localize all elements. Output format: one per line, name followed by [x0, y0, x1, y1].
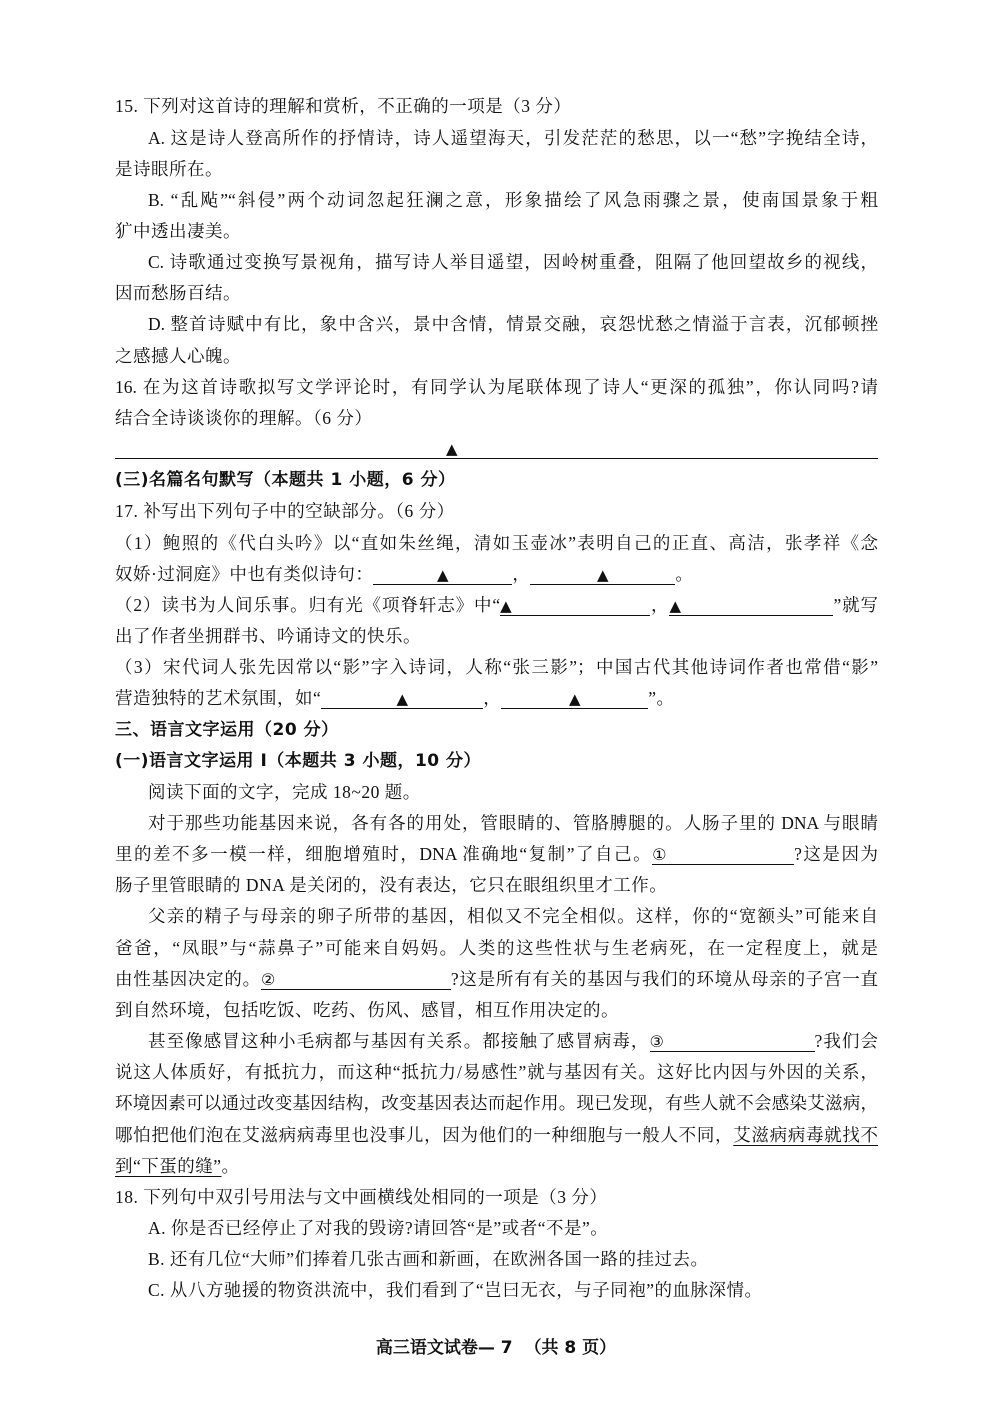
passage-p2-line-2: 爸爸，“凤眼”与“蒜鼻子”可能来自妈妈。人类的这些性状与生老病死，在一定程度上，就是 [115, 937, 878, 958]
passage-intro: 阅读下面的文字，完成 18~20 题。 [148, 781, 421, 802]
q17-item-2-separator: ， [650, 594, 670, 615]
q17-item-3-separator: ， [483, 688, 502, 709]
q17-item-3-text: 营造独特的艺术氛围，如“ [115, 688, 322, 709]
q15-option-b-line-2: 犷中透出凄美。 [115, 221, 241, 242]
passage-p3-text: 甚至像感冒这种小毛病都与基因有关系。都接触了感冒病毒， [148, 1031, 650, 1052]
q15-option-a-line-1: A. 这是诗人登高所作的抒情诗，诗人遥望海天，引发茫茫的愁思，以一“愁”字挽结全诗， [148, 127, 878, 148]
passage-p1-text-after: ?这是因为 [794, 844, 878, 865]
underlined-phrase-part-2: 到“下蛋的缝” [115, 1155, 222, 1176]
passage-p3-line-5 [115, 1151, 878, 1182]
q17-item-1-blank-2 [530, 564, 675, 585]
passage-p2-line-3 [115, 964, 878, 995]
passage-p1-line-1: 对于那些功能基因来说，各有各的用处，管眼睛的、管胳膊腿的。人肠子里的 DNA 与眼睛 [148, 812, 878, 833]
q17-item-2-blank-2 [669, 595, 833, 616]
passage-p3-line-3: 环境因素可以通过改变基因结构，改变基因表达而起作用。现已发现，有些人就不会感染艾滋病， [115, 1093, 878, 1114]
answer-mark: ▲ [669, 596, 681, 615]
answer-mark: ▲ [569, 690, 581, 709]
q16-line-2: 结合全诗谈谈你的理解。（6 分） [115, 407, 373, 428]
passage-p1-line-2 [115, 839, 878, 870]
passage-p2-text: 由性基因决定的。 [115, 968, 261, 989]
section-divider-line [115, 458, 878, 459]
q17-item-3-blank-2 [501, 688, 648, 709]
answer-mark: ▲ [437, 565, 449, 584]
passage-p2-line-4: 到自然环境，包括吃饭、吃药、伤风、感冒，相互作用决定的。 [115, 999, 619, 1020]
section-language-1-title: (一)语言文字运用 Ⅰ（本题共 3 小题，10 分） [115, 750, 482, 771]
q17-item-2-ending: ”就写 [833, 594, 878, 615]
underlined-phrase-part-1: 艾滋病病毒就找不 [733, 1124, 878, 1145]
passage-p3-line-2: 说这人体质好，有抵抗力，而这种“抵抗力/易感性”就与基因有关。这好比内因与外因的关系， [115, 1062, 878, 1083]
q18-stem: 18. 下列句中双引号用法与文中画横线处相同的一项是（3 分） [115, 1186, 608, 1207]
passage-p1-text: 里的差不多一模一样，细胞增殖时，DNA 准确地“复制”了自己。 [115, 844, 653, 865]
answer-mark: ▲ [500, 596, 512, 615]
blank-number: ③ [649, 1032, 664, 1052]
q17-item-1-blank-1 [373, 564, 512, 585]
passage-blank-2 [261, 969, 451, 990]
q18-option-c: C. 从八方驰援的物资洪流中，我们看到了“岂曰无衣，与子同袍”的血脉深情。 [148, 1280, 763, 1301]
q15-option-d-line-2: 之感撼人心魄。 [115, 345, 241, 366]
blank-number: ② [260, 969, 276, 989]
passage-p3-text-after: ?我们会 [814, 1031, 878, 1052]
passage-p3-ending: 。 [221, 1155, 240, 1176]
passage-p3-line-1 [115, 1026, 878, 1057]
q17-item-3-blank-1 [321, 688, 483, 709]
q15-option-b-line-1: B. “乱飐”“斜侵”两个动词忽起狂澜之意，形象描绘了风急雨骤之景，使南国景象于粗 [148, 189, 878, 210]
page-content [115, 91, 878, 1306]
section-famous-lines-title: (三)名篇名句默写（本题共 1 小题，6 分） [115, 470, 456, 491]
q17-item-2-line-1 [115, 590, 878, 621]
q17-stem: 17. 补写出下列句子中的空缺部分。（6 分） [115, 501, 455, 522]
q17-item-3-line-1: （3）宋代词人张先因常以“影”字入诗词，人称“张三影”；中国古代其他诗词作者也常借“影” [115, 657, 878, 678]
q15-option-c-line-2: 因而愁肠百结。 [115, 283, 241, 304]
q17-item-3-line-2 [115, 683, 878, 714]
q17-item-2-line-2: 出了作者坐拥群书、吟诵诗文的快乐。 [115, 626, 421, 647]
passage-blank-3 [650, 1031, 815, 1052]
q15-option-d-line-1: D. 整首诗赋中有比，象中含兴，景中含情，情景交融，哀怨忧愁之情溢于言表，沉郁顿挫 [148, 314, 878, 335]
q17-item-1-ending: 。 [675, 563, 694, 584]
q17-item-1-separator: ， [512, 563, 531, 584]
answer-mark: ▲ [445, 440, 459, 459]
q15-option-c-line-1: C. 诗歌通过变换写景视角，描写诗人举目遥望，因岭树重叠，阻隔了他回望故乡的视线， [148, 252, 878, 273]
q17-item-1-line-1: （1）鲍照的《代白头吟》以“直如朱丝绳，清如玉壶冰”表明自己的正直、高洁，张孝祥《念 [115, 532, 878, 553]
passage-p3-text: 哪怕把他们泡在艾滋病病毒里也没事儿，因为他们的一种细胞与一般人不同， [115, 1124, 734, 1145]
q17-item-3-ending: ”。 [648, 688, 675, 709]
q16-answer-area [115, 434, 878, 465]
q17-item-2-blank-1 [500, 595, 650, 616]
passage-p2-line-1: 父亲的精子与母亲的卵子所带的基因，相似又不完全相似。这样，你的“宽额头”可能来自 [148, 906, 878, 927]
answer-mark: ▲ [597, 565, 609, 584]
passage-p3-line-4 [115, 1120, 878, 1151]
part-3-title: 三、语言文字运用（20 分） [115, 719, 339, 740]
q15-stem: 15. 下列对这首诗的理解和赏析，不正确的一项是（3 分） [115, 96, 572, 117]
passage-blank-1 [652, 844, 794, 865]
q17-item-1-text: 奴娇·过洞庭》中也有类似诗句： [115, 563, 374, 584]
q17-item-2-text: （2）读书为人间乐事。归有光《项脊轩志》中“ [115, 594, 501, 615]
passage-p1-line-3: 肠子里管眼睛的 DNA 是关闭的，没有表达，它只在眼组织里才工作。 [115, 875, 668, 896]
answer-mark: ▲ [396, 690, 409, 709]
page-footer: 高三语文试卷— 7 （共 8 页） [375, 1338, 617, 1358]
q16-line-1: 16. 在为这首诗歌拟写文学评论时，有同学认为尾联体现了诗人“更深的孤独”，你认同吗?请 [115, 376, 878, 397]
q17-item-1-line-2 [115, 559, 878, 590]
passage-p2-text-after: ?这是所有有关的基因与我们的环境从母亲的子宫一直 [450, 968, 878, 989]
q18-option-a: A. 你是否已经停止了对我的毁谤?请回答“是”或者“不是”。 [148, 1218, 609, 1239]
q18-option-b: B. 还有几位“大师”们捧着几张古画和新画，在欧洲各国一路的挂过去。 [148, 1249, 709, 1270]
blank-number: ① [652, 845, 667, 865]
q15-option-a-line-2: 是诗眼所在。 [115, 158, 223, 179]
